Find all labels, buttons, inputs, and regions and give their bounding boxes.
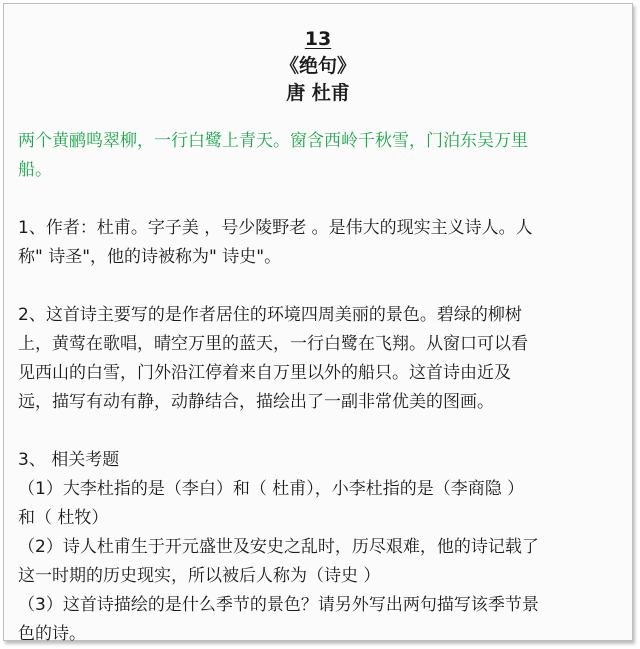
document-content xyxy=(18,26,618,649)
content-section xyxy=(18,301,618,417)
text-line: 2、这首诗主要写的是作者居住的环境四周美丽的景色。碧绿的柳树 xyxy=(18,305,522,325)
poem-number: 13 xyxy=(304,28,332,50)
section-heading: 3、 相关考题 xyxy=(18,450,120,470)
text-line: 远，描写有动有静，动静结合，描绘出了一副非常优美的图画。 xyxy=(18,392,494,412)
text-line: 上，黄莺在歌唱，晴空万里的蓝天，一行白鹭在飞翔。从窗口可以看 xyxy=(18,334,528,354)
exam-questions-section xyxy=(18,446,618,649)
poem-line: 两个黄鹂鸣翠柳，一行白鹭上青天。窗含西岭千秋雪，门泊东吴万里 xyxy=(18,131,528,151)
poem-title: 《绝句》 xyxy=(279,55,356,77)
text-line: 称" 诗圣"，他的诗被称为" 诗史"。 xyxy=(18,247,282,267)
poem-text xyxy=(18,127,618,185)
poem-header xyxy=(18,26,618,107)
question-line: 色的诗。 xyxy=(18,624,86,644)
question-line: （2）诗人杜甫生于开元盛世及安史之乱时，历尽艰难，他的诗记载了 xyxy=(18,537,539,557)
question-line: （3）这首诗描绘的是什么季节的景色？请另外写出两句描写该季节景 xyxy=(18,595,539,615)
document-card xyxy=(3,3,633,644)
question-line: （1）大李杜指的是（李白）和（ 杜甫），小李杜指的是（李商隐 ） xyxy=(18,479,525,499)
poem-author: 唐 杜甫 xyxy=(286,82,350,104)
question-line: 和（ 杜牧） xyxy=(18,508,109,528)
text-line: 见西山的白雪，门外沿江停着来自万里以外的船只。这首诗由近及 xyxy=(18,363,511,383)
question-line: 这一时期的历史现实，所以被后人称为（诗史 ） xyxy=(18,566,381,586)
poem-line: 船。 xyxy=(18,160,52,180)
author-section xyxy=(18,214,618,272)
text-line: 1、作者：杜甫。字子美 ，号少陵野老 。是伟大的现实主义诗人。人 xyxy=(18,218,533,238)
